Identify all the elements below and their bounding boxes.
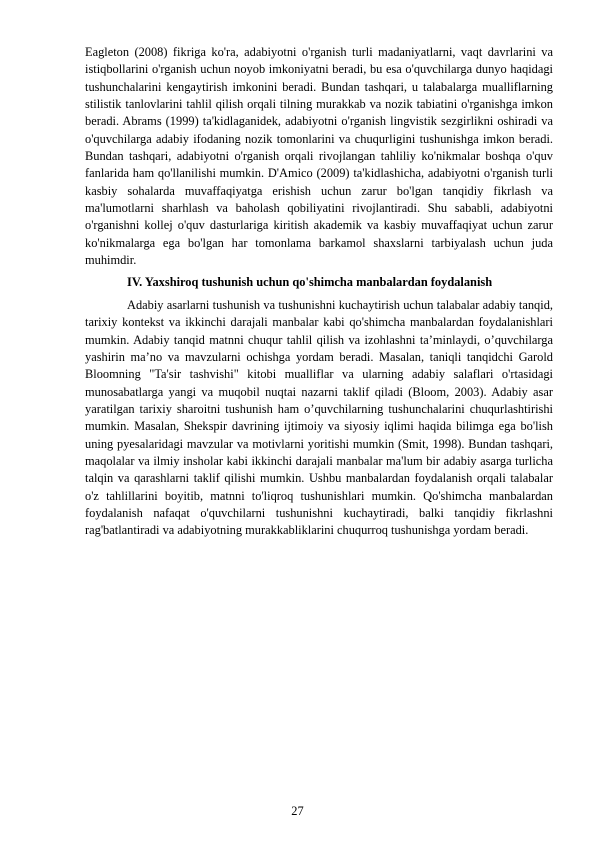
page-number: 27 [291, 804, 304, 818]
body-paragraph: Adabiy asarlarni tushunish va tushunishni kuchaytirish uchun talabalar adabiy tanqid, tarixiy kontekst va ikkinchi darajali manbalar kabi qo'shimcha manbalardan foydalanishlari mumkin. Adabiy tanqid matnni chuqur tahlil qilish va izohlashni ta’minlaydi, o’quvchilarga yashirin ma’no va mavzularni ochishga yordam beradi. Masalan, taniqli tanqidchi Garold Bloomning "Ta'sir tashvishi" kitobi mualliflar va ularning adabiy salaflari o'rtasidagi munosabatlarga yangi va muqobil nuqtai nazarni taklif qiladi (Bloom, 2003). Adabiy asar yaratilgan tarixiy sharoitni tushunish ham o’quvchilarning tushunchalarini chuqurlashtirishi mumkin. Masalan, Shekspir davrining ijtimoiy va siyosiy iqlimi haqida bilimga ega bo'lish uning pyesalaridagi mavzular va motivlarni yoritishi mumkin (Smit, 1998). Bundan tashqari, maqolalar va ilmiy insholar kabi ikkinchi darajali manbalar ma'lum bir adabiy asarga turlicha talqin va qarashlarni taklif qilishi mumkin. Ushbu manbalardan foydalanish orqali talabalar o'z tahlillarini boyitib, matnni to'liqroq tushunishlari mumkin. Qo'shimcha manbalardan foydalanish nafaqat o'quvchilarni tushunishni kuchaytiradi, balki tanqidiy fikrlashni rag'batlantiradi va adabiyotning murakkabliklarini chuqurroq tushunishga yordam beradi. [85, 297, 553, 538]
body-paragraph: Eagleton (2008) fikriga ko'ra, adabiyotni o'rganish turli madaniyatlarni, vaqt davrlarini va istiqbollarini o'rganish uchun noyob imkoniyatni beradi, bu esa o'quvchilarga dunyo haqidagi tushunchalarini kengaytirish imkonini beradi. Bundan tashqari, u talabalarga mualliflarning stilistik tanlovlarini tahlil qilish orqali tilning murakkab va nozik tabiatini o'rganishga imkon beradi. Abrams (1999) ta'kidlaganidek, adabiyotni o'rganish lingvistik sezgirlikni oshiradi va o'quvchilarga adabiy ifodaning nozik tomonlarini va chuqurligini tushunishga imkon beradi. Bundan tashqari, adabiyotni o'rganish orqali rivojlangan tahliliy ko'nikmalar boshqa o'quv fanlarida ham qo'llanilishi mumkin. D'Amico (2009) ta'kidlashicha, adabiyotni o'rganish turli kasbiy sohalarda muvaffaqiyatga erishish uchun zarur bo'lgan tanqidiy fikrlash va ma'lumotlarni sharhlash va baholash qobiliyatini rivojlantiradi. Shu sababli, adabiyotni o'rganishni kollej o'quv dasturlariga kiritish akademik va kasbiy muvaffaqiyat uchun zarur ko'nikmalarga ega bo'lgan har tomonlama barkamol shaxslarni tarbiyalash uchun juda muhimdir. [85, 45, 553, 268]
document-page [85, 44, 553, 540]
section-heading: IV. Yaxshiroq tushunish uchun qo'shimcha manbalardan foydalanish [127, 275, 493, 290]
